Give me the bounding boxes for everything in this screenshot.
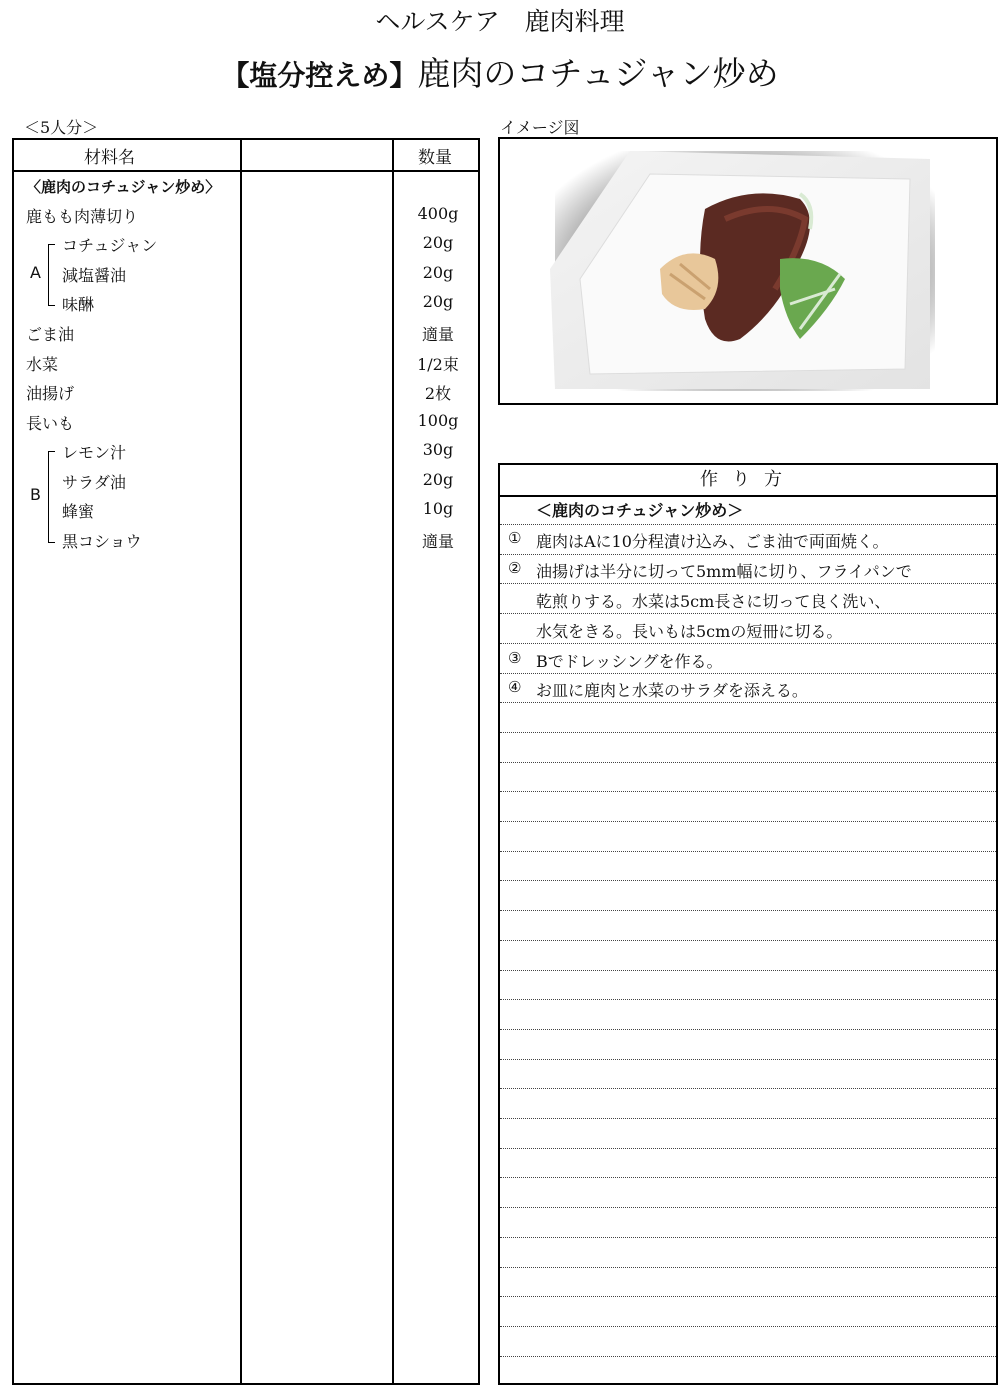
ruled-line	[500, 999, 996, 1000]
ingredient-qty: 400g	[417, 204, 459, 223]
step-number: ①	[508, 529, 522, 547]
title-tag: 【塩分控えめ】	[221, 59, 418, 92]
step-number: ③	[508, 649, 522, 667]
step-text: 乾煎りする。水菜は5cm長さに切って良く洗い、	[536, 592, 891, 611]
method-header: 作り方	[500, 465, 996, 497]
ruled-line	[500, 583, 996, 584]
ingredient-qty: 20g	[422, 263, 454, 282]
ingredient-name: 油揚げ	[26, 384, 75, 403]
group-a-bracket	[48, 244, 55, 306]
ingredient-name: 鹿もも肉薄切り	[26, 207, 139, 226]
ingredient-qty: 1/2束	[417, 355, 459, 374]
step-text: 水気をきる。長いもは5cmの短冊に切る。	[536, 622, 843, 641]
ruled-line	[500, 762, 996, 763]
step-text: 鹿肉はAに10分程漬け込み、ごま油で両面焼く。	[536, 532, 889, 551]
image-caption: イメージ図	[500, 118, 580, 137]
servings-label: ＜5人分＞	[24, 118, 99, 137]
ingredient-qty: 2枚	[424, 384, 452, 403]
page-title	[0, 48, 1000, 95]
ingredient-name: 味醂	[62, 295, 95, 314]
col-qty-header: 数量	[418, 148, 452, 168]
ingredient-qty: 20g	[422, 470, 454, 489]
ruled-line	[500, 1237, 996, 1238]
ruled-line	[500, 940, 996, 941]
ingredient-name: コチュジャン	[62, 236, 158, 255]
col-name-header: 材料名	[84, 148, 135, 168]
ruled-line	[500, 1296, 996, 1297]
ingredient-name: 黒コショウ	[62, 532, 142, 551]
dish-image	[500, 139, 996, 403]
ingredient-name: サラダ油	[62, 473, 126, 492]
ingredient-name: 蜂蜜	[62, 502, 95, 521]
ruled-line	[500, 702, 996, 703]
group-b-bracket	[48, 451, 55, 543]
ingredient-qty: 30g	[422, 440, 454, 459]
ruled-line	[500, 1356, 996, 1357]
ruled-line	[500, 1088, 996, 1089]
ingredient-name: レモン汁	[62, 443, 127, 462]
ruled-line	[500, 791, 996, 792]
ingredient-qty: 100g	[417, 411, 459, 430]
ruled-line	[500, 1177, 996, 1178]
group-a-label: A	[30, 263, 41, 282]
ruled-line	[500, 1207, 996, 1208]
ruled-line	[500, 1029, 996, 1030]
ingredient-name: 減塩醤油	[62, 266, 127, 285]
ruled-line	[500, 732, 996, 733]
ingredient-section-title: 〈鹿肉のコチュジャン炒め〉	[26, 178, 221, 196]
ingredient-name: 水菜	[26, 355, 59, 374]
ruled-line	[500, 910, 996, 911]
ruled-line	[500, 851, 996, 852]
ingredients-header	[14, 140, 478, 172]
method-section-text: ＜鹿肉のコチュジャン炒め＞	[536, 501, 744, 520]
column-divider	[240, 140, 242, 1383]
step-text: 油揚げは半分に切って5mm幅に切り、フライパンで	[536, 562, 912, 581]
ingredient-qty: 20g	[422, 292, 454, 311]
ingredient-name: 長いも	[26, 414, 75, 433]
ruled-line	[500, 1148, 996, 1149]
ingredients-table	[12, 138, 480, 1385]
ruled-line	[500, 613, 996, 614]
ingredient-qty: 適量	[421, 532, 454, 551]
ruled-line	[500, 970, 996, 971]
page-subtitle: ヘルスケア 鹿肉料理	[375, 7, 625, 36]
title-main: 鹿肉のコチュジャン炒め	[417, 54, 779, 93]
ruled-line	[500, 880, 996, 881]
ingredient-qty: 10g	[422, 499, 454, 518]
ruled-line	[500, 554, 996, 555]
ruled-line	[500, 1267, 996, 1268]
step-number: ④	[508, 678, 522, 696]
ingredient-qty: 適量	[421, 325, 454, 344]
group-b-label: B	[30, 485, 41, 504]
ruled-line	[500, 643, 996, 644]
ruled-line	[500, 1326, 996, 1327]
step-number: ②	[508, 559, 522, 577]
ingredient-name: ごま油	[26, 325, 75, 344]
ruled-line	[500, 1118, 996, 1119]
dish-image-frame	[498, 137, 998, 405]
method-panel	[498, 463, 998, 1385]
ruled-line	[500, 673, 996, 674]
step-text: お皿に鹿肉と水菜のサラダを添える。	[536, 681, 808, 700]
ruled-line	[500, 524, 996, 525]
step-text: Bでドレッシングを作る。	[536, 652, 723, 671]
ingredient-qty: 20g	[422, 233, 454, 252]
ruled-line	[500, 1059, 996, 1060]
ruled-line	[500, 821, 996, 822]
